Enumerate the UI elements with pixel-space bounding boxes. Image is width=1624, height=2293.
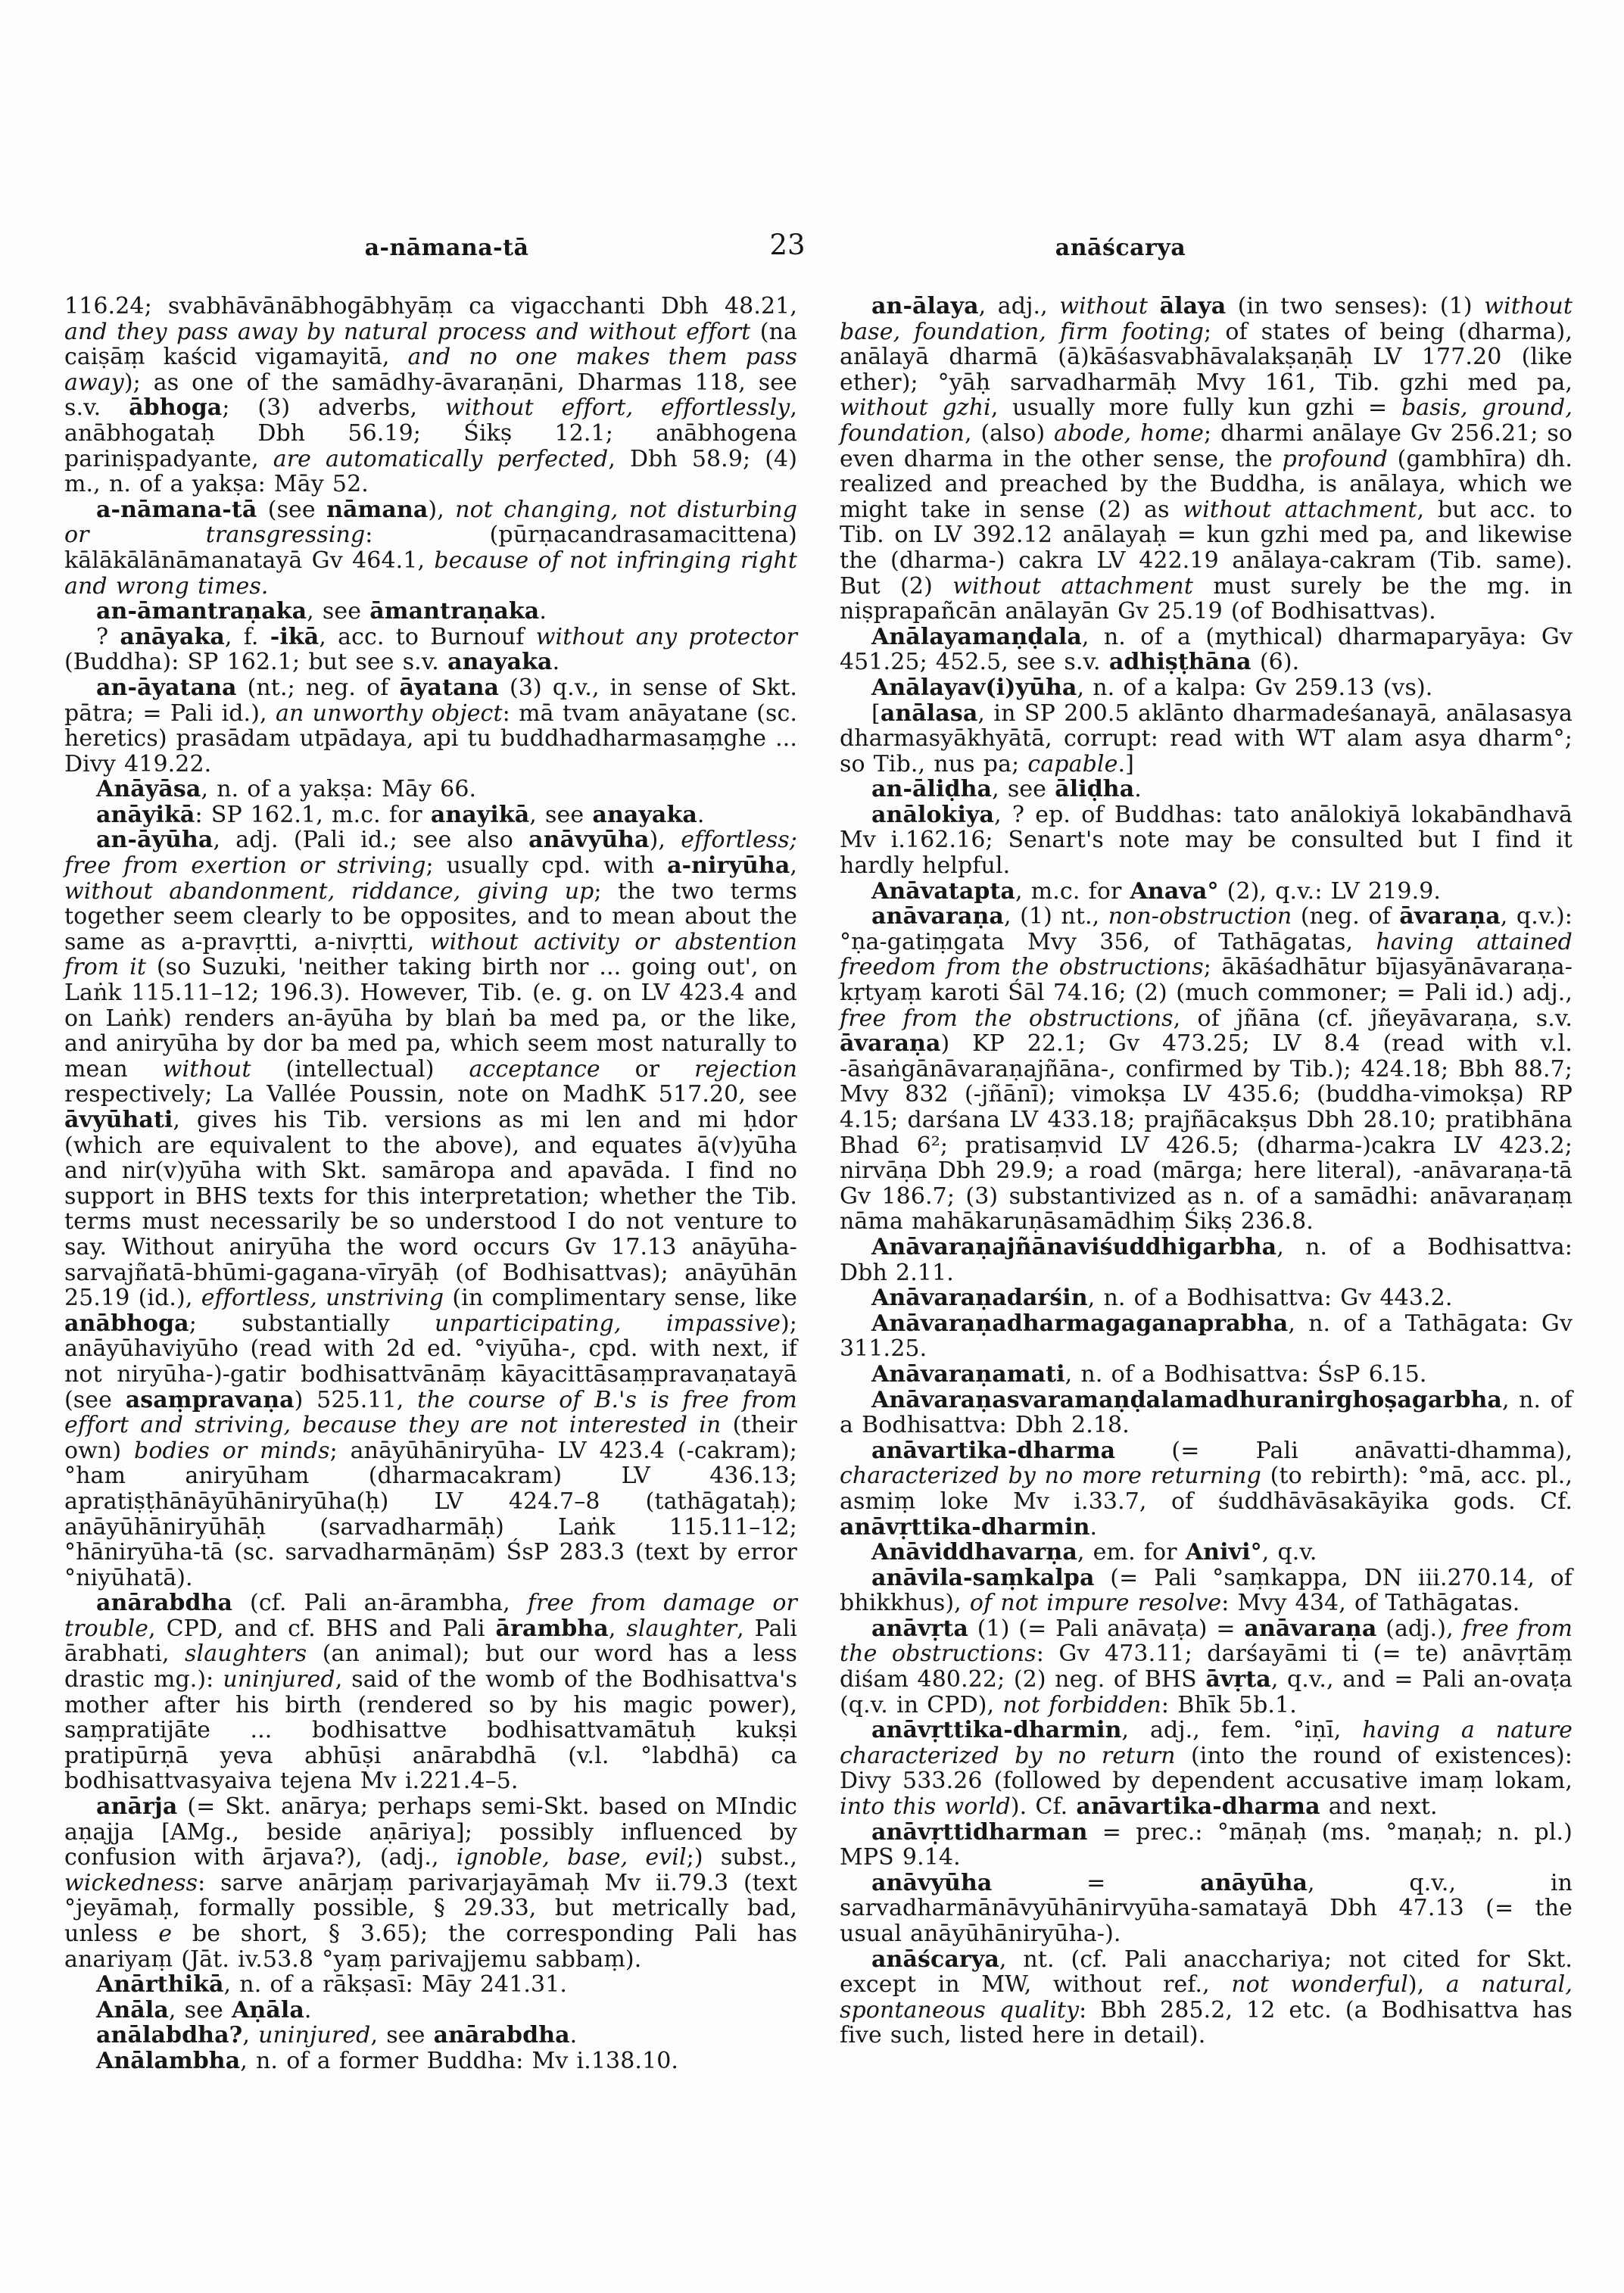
entry-text: , adj., fem. °iṇī, xyxy=(1121,1717,1363,1744)
headword-text: Anālambha xyxy=(96,2047,241,2074)
entry-text: ; the two terms together seem clearly to be opposites, and to mean about the same as a-pravṛtti, a-nivṛtti, xyxy=(64,877,797,955)
entry-text: (cf. Pali an-ārambha, xyxy=(232,1590,528,1617)
entry-text: , (1) nt., xyxy=(1003,903,1108,930)
entry-text: or xyxy=(64,522,206,549)
headword-text: Anāvaraṇadarśin xyxy=(871,1285,1088,1312)
headword-text: anārabdha xyxy=(433,2022,570,2049)
entry-text: . xyxy=(304,1996,312,2024)
entry-text: . xyxy=(539,598,547,625)
headword-text: Anāvaraṇadharmagaganaprabha xyxy=(871,1310,1289,1337)
entry-text: transgressing xyxy=(205,522,366,549)
dictionary-entry xyxy=(840,1566,1573,1616)
entry-text: ), xyxy=(1407,1971,1446,1999)
entry-text: , xyxy=(242,2022,259,2049)
entry-text: ); anāyūhaviyūho (read with 2d ed. °viyūha-, cpd. with next, if not niryūha-)-gatir bodhisattvānāṃ kāyacittāsaṃpravaṇatayā (see xyxy=(64,1310,797,1413)
dictionary-entry xyxy=(840,1871,1573,1947)
entry-text: : mā tvam anāyatane (sc. heretics) prasādam utpādaya, api tu buddhadharmasaṃghe ... Divy 419.22. xyxy=(64,699,798,777)
entry-text: e xyxy=(158,1921,173,1947)
headword-text: anārabdha xyxy=(96,1590,233,1617)
dictionary-entry xyxy=(64,2048,797,2074)
entry-text: not changing, not disturbing xyxy=(455,496,798,523)
entry-text: uninjured xyxy=(223,1666,335,1693)
entry-text: , see xyxy=(529,801,593,828)
entry-text: are automatically perfected xyxy=(273,445,609,472)
entry-text: : Mvy 434, of Tathāgatas. xyxy=(1221,1590,1520,1617)
entry-text: , Dbh 58.9; (4) m., n. of a yakṣa: Māy 52. xyxy=(64,445,798,498)
headword-text: a-niryūha xyxy=(667,852,790,880)
headword-text: anāvartika-dharma xyxy=(871,1437,1116,1464)
dictionary-entry xyxy=(840,1388,1573,1438)
dictionary-entry xyxy=(64,1590,797,1794)
headword-text: anāścarya xyxy=(871,1946,999,1973)
dictionary-entry xyxy=(64,1794,797,1972)
entry-text: bodies or minds xyxy=(134,1437,330,1464)
dictionary-entry xyxy=(64,625,797,675)
entry-text: , see xyxy=(370,2022,434,2049)
headword-text: Anāvaraṇasvaramaṇḍalamadhuranirghoṣagarbha xyxy=(871,1386,1502,1413)
entry-text: [ xyxy=(871,699,881,727)
headword-text: nāmana xyxy=(326,496,429,523)
entry-text: , n. of a Bodhisattva: ŚsP 6.15. xyxy=(1064,1360,1427,1388)
headword-text: āyatana xyxy=(399,674,500,701)
entry-text: without attachment xyxy=(1183,496,1417,523)
entry-text: , see xyxy=(307,598,370,625)
headword-text: Anivi° xyxy=(1185,1539,1262,1566)
dictionary-entry xyxy=(840,1438,1573,1540)
entry-text: (= Skt. anārya; perhaps semi-Skt. based on MIndic aṇajja [AMg., beside aṇāriya]; possibly influenced by confusion with ārjava?), (adj., xyxy=(64,1793,797,1871)
headword-text: anāvaraṇa xyxy=(1244,1615,1377,1642)
entry-text: , usually more fully kun gzhi = xyxy=(990,394,1401,422)
headword-text: Anava° xyxy=(1130,877,1219,905)
dictionary-entry xyxy=(840,701,1573,777)
entry-text: , q.v.): °ṇa-gatiṃgata Mvy 356, of Tathāgatas, xyxy=(840,903,1573,955)
dictionary-entry xyxy=(840,1540,1573,1566)
entry-text: (gambhīra) dh. realized and preached by the Buddha, is anālaya, which we might take in sense (2) as xyxy=(840,445,1573,523)
headword-text: āvṛta xyxy=(1205,1666,1271,1693)
entry-text: , m.c. for xyxy=(1015,877,1130,905)
entry-text: (2), q.v.: LV 219.9. xyxy=(1218,877,1442,905)
entry-text: , xyxy=(608,1615,627,1642)
entry-text: , q.v., in sarvadharmānāvyūhānirvyūha-samatayā Dbh 47.13 (= the usual anāyūhāniryūha-). xyxy=(840,1869,1573,1947)
headword-text: anayaka xyxy=(447,649,553,676)
entry-text: ; ākāśadhātur bījasyānāvaraṇa-kṛtyaṃ karoti Śāl 74.16; (2) (much commoner; = Pali id.) adj., xyxy=(840,954,1573,1007)
entry-text: basis, ground, foundation xyxy=(840,394,1573,447)
headword-text: an-ālaya xyxy=(871,293,979,319)
entry-text: (3) q.v., in sense of Skt. pātra; = Pali id.), xyxy=(64,674,797,727)
page-number: 23 xyxy=(769,229,806,261)
entry-text: (so Suzuki, 'neither taking birth nor ... going out', on Laṅk 115.11–12; 196.3). However, Tib. (e. g. on LV 423.4 and on Laṅk) renders an-āyūha by blaṅ ba med pa, or the like, and aniryūha by dor ba med pa, which seem most naturally to mean xyxy=(64,954,798,1083)
entry-text: free from damage or trouble xyxy=(64,1590,797,1642)
entry-text: must surely be the mg. in niṣprapañcān anālayān Gv 25.19 (of Bodhisattvas). xyxy=(840,572,1573,625)
entry-text: , n. of a Bodhisattva: Gv 443.2. xyxy=(1087,1285,1453,1312)
entry-text: : SP 162.1, m.c. for xyxy=(195,801,431,828)
entry-text: , adj., xyxy=(978,293,1060,319)
entry-text: , of jñāna (cf. jñeyāvaraṇa, s.v. xyxy=(1173,1005,1573,1032)
headword-text: āvaraṇa xyxy=(840,1030,941,1058)
headword-text: Anāvatapta xyxy=(871,877,1015,905)
headword-text: āmantraṇaka xyxy=(369,598,540,625)
entry-text: , nt. (cf. Pali anacchariya; not cited for Skt. except in MW, without ref., xyxy=(840,1946,1573,1999)
entry-text: , n. of a yakṣa: Māy 66. xyxy=(201,776,477,803)
entry-text: , q.v., and = Pali an-ovaṭa (q.v. in CPD), xyxy=(840,1666,1573,1718)
headword-text: anāvartika-dharma xyxy=(1076,1793,1320,1821)
entry-text: (intellectual) xyxy=(251,1055,469,1083)
entry-text: .] xyxy=(1117,750,1134,777)
entry-text: slaughters xyxy=(185,1640,307,1668)
running-head-last-lemma: anāścarya xyxy=(1055,235,1186,261)
dictionary-entry xyxy=(840,625,1573,675)
entry-text: effortless, unstriving xyxy=(201,1285,444,1312)
entry-text: having attained freedom from the obstructions xyxy=(840,928,1573,981)
headword-text: Anāla xyxy=(96,1996,169,2024)
dictionary-entry xyxy=(840,1285,1573,1311)
entry-text: , acc. to Burnouf xyxy=(319,623,536,650)
headword-text: āliḍha xyxy=(1055,776,1135,803)
entry-text: (1) (= Pali anāvaṭa) = xyxy=(968,1615,1245,1642)
dictionary-entry xyxy=(840,1820,1573,1871)
entry-text: 116.24; svabhāvānābhogābhyāṃ ca vigacchanti Dbh 48.21, xyxy=(64,293,797,319)
dictionary-entry xyxy=(64,497,797,599)
headword-text: anāvṛttika-dharmin xyxy=(840,1513,1090,1541)
entry-text: without gzhi xyxy=(840,394,991,422)
headword-text: anālokiya xyxy=(871,801,995,828)
dictionary-entry xyxy=(840,294,1573,625)
dictionary-entry xyxy=(840,904,1573,1235)
entry-text: (Buddha): SP 162.1; but see s.v. xyxy=(64,649,448,676)
text-column-right xyxy=(840,294,1573,2074)
entry-text: (to rebirth): °mā, acc. pl., asmiṃ loke Mv i.33.7, of śuddhāvāsakāyika gods. Cf. xyxy=(840,1463,1573,1515)
headword-text: anālabdha? xyxy=(96,2022,243,2049)
entry-text: , see xyxy=(168,1996,232,2024)
entry-text: , adj. (Pali id.; see also xyxy=(213,827,529,854)
entry-text: effortless; free from exertion or striving xyxy=(64,827,798,880)
entry-text: , n. of a Tathāgata: Gv 311.25. xyxy=(840,1310,1573,1363)
running-head xyxy=(0,229,1624,266)
entry-text: (their own) xyxy=(64,1412,797,1464)
entry-text: an unworthy object xyxy=(275,699,503,727)
entry-text: , n. of a (mythical) dharmaparyāya: Gv 451.25; 452.5, see s.v. xyxy=(840,623,1573,676)
headword-text: anāyikā xyxy=(96,801,195,828)
entry-text: into this world xyxy=(840,1793,1011,1821)
entry-text: , ? ep. of Buddhas: tato anālokiyā lokabāndhavā Mv i.162.16; Senart's note may be consulted but I find it hardly helpful. xyxy=(840,801,1573,880)
headword-text: āvaraṇa xyxy=(1399,903,1501,930)
entry-text: and next. xyxy=(1320,1793,1438,1821)
dictionary-entry xyxy=(64,2023,797,2048)
headword-text: Anārthikā xyxy=(96,1971,224,1999)
entry-text: (see xyxy=(257,496,327,523)
headword-text: adhiṣṭhāna xyxy=(1108,649,1252,676)
entry-text: of not impure resolve xyxy=(969,1590,1222,1617)
headword-text: Anāvaraṇajñānaviśuddhigarbha xyxy=(871,1233,1277,1260)
headword-text: -ikā xyxy=(270,623,320,650)
headword-text: an-āyūha xyxy=(96,827,214,854)
entry-text: without base, foundation, firm footing xyxy=(840,293,1573,345)
headword-text: Anāyāsa xyxy=(96,776,201,803)
entry-text: respectively; La Vallée Poussin, note on MadhK 517.20, see xyxy=(64,1081,797,1108)
entry-text: wickedness xyxy=(64,1869,198,1896)
entry-text: and no one makes them pass away xyxy=(64,344,797,396)
entry-text: , in SP 200.5 aklānto dharmadeśanayā, anālasasya dharmasyākhyātā, corrupt: read with WT alam asya dharm°; so Tib., nus pa; xyxy=(840,699,1573,777)
entry-text: , f. xyxy=(224,623,270,650)
headword-text: an-āyatana xyxy=(96,674,237,701)
entry-text: (an animal); but our word has a less drastic mg.): xyxy=(64,1640,797,1693)
entry-text: , (also) xyxy=(964,419,1055,447)
headword-text: ālaya xyxy=(1159,293,1227,319)
dictionary-entry xyxy=(64,1972,797,1998)
dictionary-entry xyxy=(840,1311,1573,1362)
dictionary-entry xyxy=(840,1616,1573,1718)
entry-text: , Pali ārabhati, xyxy=(64,1615,797,1668)
dictionary-entry xyxy=(64,1998,797,2024)
entry-text: and they pass away by natural process and without effort xyxy=(64,318,751,345)
entry-text: ; dharmi anālaye Gv 256.21; so even dharma in the other sense, the xyxy=(840,419,1573,472)
entry-text: , n. of a former Buddha: Mv i.138.10. xyxy=(240,2047,679,2074)
entry-text: (adj.), xyxy=(1376,1615,1463,1642)
entry-text: capable xyxy=(1027,750,1118,777)
entry-text: profound xyxy=(1282,445,1388,472)
entry-text: . xyxy=(1134,776,1142,803)
dictionary-entry xyxy=(64,802,797,828)
headword-text: Anālayav(i)yūha xyxy=(871,674,1077,701)
entry-text: slaughter xyxy=(626,1615,737,1642)
entry-text: characterized by no more returning xyxy=(840,1463,1261,1490)
headword-text: a-nāmana-tā xyxy=(96,496,257,523)
headword-text: āvyūhati xyxy=(64,1107,173,1133)
entry-text: , xyxy=(790,852,797,880)
entry-text: ; anāyūhāniryūha- LV 423.4 (-cakram); °ham aniryūham (dharmacakram) LV 436.13; apratiṣṭhānāyūhāniryūha(ḥ) LV 424.7–8 (tathāgataḥ); anāyūhāniryūhāḥ (sarvadharmāḥ) Laṅk 115.11–12; °hāniryūha-tā (sc. sarvadharmāṇām) ŚsP 283.3 (text by error °niyūhatā). xyxy=(64,1437,797,1591)
entry-text: because of not infringing right and wrong times. xyxy=(64,547,797,600)
entry-text: a natural, spontaneous quality xyxy=(840,1971,1573,2024)
headword-text: anāvyūha xyxy=(528,827,650,854)
entry-text: free from the obstructions xyxy=(840,1005,1174,1032)
entry-text: , n. of a Bodhisattva: Dbh 2.11. xyxy=(840,1233,1573,1286)
entry-text: ); as one of the samādhy-āvaraṇāni, Dharmas 118, see s.v. xyxy=(64,369,797,422)
headword-text: anāvaraṇa xyxy=(871,903,1004,930)
entry-text: ). Cf. xyxy=(1010,1793,1077,1821)
entry-text: ) KP 22.1; Gv 473.25; LV 8.4 (read with v.l. -āsaṅgānāvaraṇajñāna-, confirmed by Tib.); 424.18; Bbh 88.7; Mvy 832 (-jñānī); vimokṣa LV 435.6; (buddha-vimokṣa) RP 4.15; darśana LV 433.18; prajñācakṣus Dbh 28.10; pratibhāna Bhad 6²; pratisaṃvid LV 426.5; (dharma-)cakra LV 423.2; nirvāṇa Dbh 29.9; a road (mārga; here literal), -anāvaraṇa-tā Gv 186.7; (3) substantivized as n. of a samādhi: anāvaraṇaṃ nāma mahākaruṇāsamādhiṃ Śikṣ 236.8. xyxy=(840,1030,1573,1235)
entry-text: = xyxy=(992,1869,1201,1896)
entry-text: free from the obstructions xyxy=(840,1615,1573,1668)
entry-text: ? xyxy=(96,623,120,650)
headword-text: anāyūha xyxy=(1200,1869,1308,1896)
entry-text: (nt.; neg. of xyxy=(236,674,400,701)
headword-text: anāvyūha xyxy=(871,1869,993,1896)
dictionary-entry xyxy=(64,675,797,777)
entry-text: abode, home xyxy=(1054,419,1205,447)
entry-text: be short, § 3.65); the corresponding Pali has anariyaṃ (Jāt. iv.53.8 °yaṃ parivajjemu sabbaṃ). xyxy=(64,1921,797,1973)
headword-text: ābhoga xyxy=(129,394,223,422)
entry-continuation xyxy=(64,294,797,497)
entry-text: . xyxy=(569,2022,578,2049)
entry-text: ; of states of being (dharma), anālayā dharmā (ā)kāśasvabhāvalakṣaṇāḥ LV 177.20 (like ether); °yāḥ sarvadharmāḥ Mvy 161, Tib. gzhi med pa, xyxy=(840,318,1573,396)
entry-text: unparticipating, impassive xyxy=(435,1310,781,1337)
dictionary-entry xyxy=(64,599,797,625)
entry-text: (in two senses): (1) xyxy=(1226,293,1485,319)
entry-text: , anābhogataḥ Dbh 56.19; Śikṣ 12.1; anābhogena pariniṣpadyante, xyxy=(64,394,797,472)
entry-text: , said of the womb of the Bodhisattva's mother after his birth (rendered so by his magic power), saṃpratijāte ... bodhisattve bodhisattvamātuḥ kukṣi pratipūrṇā yeva abhūṣi anārabdhā (v.l. °labdhā) ca bodhisattvasyaiva tejena Mv i.221.4–5. xyxy=(64,1666,797,1795)
entry-text: . xyxy=(697,801,705,828)
entry-text: rejection xyxy=(694,1055,798,1083)
headword-text: anayikā xyxy=(430,801,530,828)
entry-text: , em. for xyxy=(1077,1539,1186,1566)
dictionary-entry xyxy=(840,1947,1573,2048)
entry-text: . xyxy=(552,649,560,676)
entry-text: : Gv 473.11; darśayāmi ti (= te) anāvṛtāṃ diśam 480.22; (2) neg. of BHS xyxy=(840,1640,1573,1693)
dictionary-entry xyxy=(64,827,797,1590)
entry-text: ) 525.11, xyxy=(294,1386,418,1413)
text-column-left xyxy=(64,294,797,2074)
headword-text: anāvṛttidharman xyxy=(871,1818,1088,1846)
entry-text: ), xyxy=(649,827,681,854)
headword-text: Aṇāla xyxy=(232,1996,304,2024)
headword-text: Anāviddhavarṇa xyxy=(871,1539,1077,1566)
entry-text: without xyxy=(1059,293,1149,319)
entry-text: the course of B.'s is free from effort and striving, because they are not interested in xyxy=(64,1386,797,1439)
entry-text: having a nature characterized by no return xyxy=(840,1717,1573,1769)
entry-text: , n. of a rākṣasī: Māy 241.31. xyxy=(223,1971,568,1999)
entry-text: without attachment xyxy=(952,572,1194,600)
entry-text: , gives his Tib. versions as mi len and mi ḥdor (which are equivalent to the above), and equates ā(v)yūha and nir(v)yūha with Skt. samāropa and apavāda. I find no support in BHS texts for this interpretation; whether the Tib. terms must necessarily be so understood I do not venture to say. Without aniryūha the word occurs Gv 17.13 anāyūha-sarvajñatā-bhūmi-gagana-vīryāḥ (of Bodhisattvas); anāyūhān 25.19 (id.), xyxy=(64,1107,797,1312)
entry-text: (neg. of xyxy=(1292,903,1400,930)
entry-text: ignoble, base, evil xyxy=(456,1844,687,1871)
dictionary-entry xyxy=(840,1362,1573,1388)
entry-text: : (pūrṇacandrasamacittena) kālākālānāmanatayā Gv 464.1, xyxy=(64,522,797,574)
headword-text: anābhoga xyxy=(64,1310,189,1337)
headword-text: Anāvaraṇamati xyxy=(871,1360,1065,1388)
entry-text: (= Pali °saṃkappa, DN iii.270.14, of bhikkhus), xyxy=(840,1564,1573,1617)
headword-text: anāvṛttika-dharmin xyxy=(871,1717,1122,1744)
dictionary-entry xyxy=(840,879,1573,905)
entry-text: ; usually cpd. with xyxy=(425,852,668,880)
headword-text: Anālayamaṇḍala xyxy=(871,623,1082,650)
headword-text: anāvṛta xyxy=(871,1615,968,1642)
entry-text: , n. of a Bodhisattva: Dbh 2.18. xyxy=(840,1386,1573,1439)
dictionary-entry xyxy=(840,1235,1573,1285)
entry-text: ;) subst., xyxy=(686,1844,798,1871)
entry-text: not wonderful xyxy=(1231,1971,1408,1999)
entry-text: non-obstruction xyxy=(1108,903,1292,930)
entry-text: (na caiṣāṃ kaścid vigamayitā, xyxy=(64,318,797,371)
dictionary-entry xyxy=(840,777,1573,802)
entry-text: uninjured xyxy=(258,2022,371,2049)
entry-text: ; (3) adverbs, xyxy=(222,394,445,422)
entry-text: , q.v. xyxy=(1261,1539,1317,1566)
headword-text: an-āmantraṇaka xyxy=(96,598,307,625)
headword-text: anāvila-saṃkalpa xyxy=(871,1564,1095,1591)
entry-text: (6). xyxy=(1251,649,1300,676)
entry-text: : Bbh 285.2, 12 etc. (a Bodhisattva has five such, listed here in detail). xyxy=(840,1996,1573,2049)
entry-text: acceptance xyxy=(469,1055,600,1083)
entry-text xyxy=(1148,293,1160,319)
entry-text: without effort, effortlessly xyxy=(444,394,790,422)
headword-text: anayaka xyxy=(592,801,697,828)
entry-text: without any protector xyxy=(535,623,798,650)
headword-text: asaṃpravaṇa xyxy=(125,1386,295,1413)
entry-text: , CPD, and cf. BHS and Pali xyxy=(148,1615,496,1642)
entry-text: ), xyxy=(428,496,456,523)
running-head-first-lemma: a-nāmana-tā xyxy=(364,235,529,261)
entry-text: (= Pali anāvatti-dhamma), xyxy=(1115,1437,1573,1464)
headword-text: anālasa xyxy=(880,699,978,727)
dictionary-entry xyxy=(840,802,1573,879)
entry-text: (in complimentary sense, like xyxy=(444,1285,797,1312)
entry-text: = prec.: °māṇaḥ (ms. °maṇaḥ; n. pl.) MPS 9.14. xyxy=(840,1818,1573,1871)
entry-text: without xyxy=(162,1055,251,1083)
dictionary-entry xyxy=(64,777,797,802)
entry-text: not forbidden xyxy=(1002,1691,1161,1718)
dictionary-entry xyxy=(840,1718,1573,1819)
entry-text: , n. of a kalpa: Gv 259.13 (vs). xyxy=(1077,674,1433,701)
entry-text: without abandonment, riddance, giving up xyxy=(64,877,594,905)
entry-text: . xyxy=(1089,1513,1098,1541)
dictionary-entry xyxy=(840,675,1573,701)
entry-text: : Bhīk 5b.1. xyxy=(1161,1691,1297,1718)
headword-text: anārja xyxy=(96,1793,178,1821)
entry-text: : sarve anārjaṃ parivarjayāmaḥ Mv ii.79.3 (text °jeyāmaḥ, formally possible, § 29.33, but metrically bad, unless xyxy=(64,1869,797,1947)
entry-text: , see xyxy=(992,776,1055,803)
entry-text: ; substantially xyxy=(189,1310,435,1337)
entry-text: (into the round of existences): Divy 533.26 (followed by dependent accusative imaṃ lokam, xyxy=(840,1742,1573,1795)
headword-text: an-āliḍha xyxy=(871,776,993,803)
entry-text: or xyxy=(600,1055,695,1083)
headword-text: anāyaka xyxy=(120,623,225,650)
entry-text: without activity or abstention from it xyxy=(64,928,797,981)
headword-text: ārambha xyxy=(495,1615,609,1642)
page-body xyxy=(64,294,1573,2074)
entry-text: , but acc. to Tib. on LV 392.12 anālayaḥ = kun gzhi med pa, and likewise the (dharma-) cakra LV 422.19 anālaya-cakram (Tib. same). But (2) xyxy=(840,496,1573,600)
